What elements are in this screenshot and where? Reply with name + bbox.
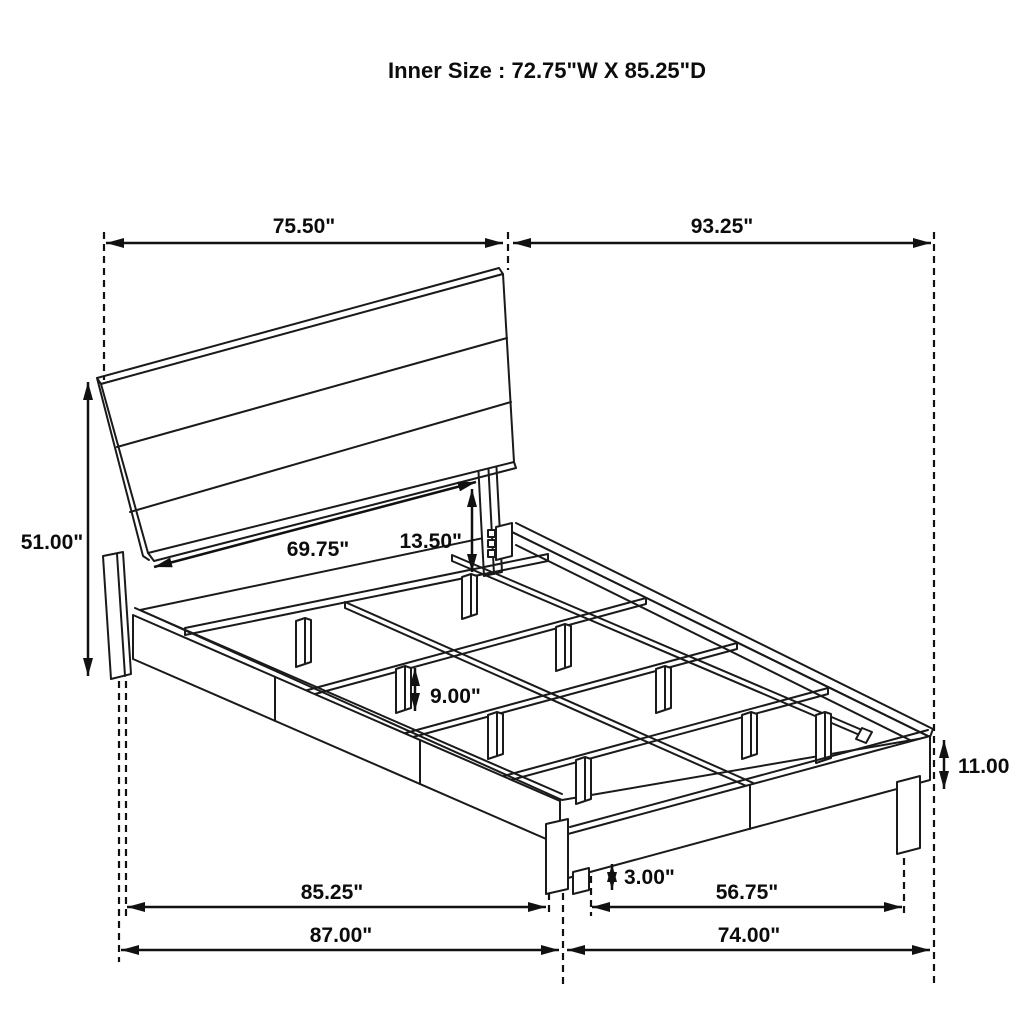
foot-right-leg [897,776,920,854]
dimension-foot-clearance [612,864,675,890]
support-leg [462,574,477,619]
support-leg [656,666,671,713]
dim-label-overall-width: 74.00" [717,924,781,947]
dim-label-foot-clearance: 3.00" [624,866,675,889]
dimension-headboard-height [21,382,88,676]
dimension-overall-length [121,924,559,950]
diagram-title: Inner Size : 72.75"W X 85.25"D [388,58,706,83]
slat-deck-surface [140,532,930,800]
foot-glide-block [573,868,589,894]
dim-label-frame-height: 11.00 [958,755,1010,778]
bracket-hook [488,550,495,557]
bracket-hook [488,530,495,537]
support-leg [816,712,831,763]
support-leg [488,712,503,759]
dimension-frame-side-height [944,740,1009,789]
support-leg [556,624,571,671]
support-leg [576,757,591,804]
support-leg [742,712,757,759]
dim-label-leg-height: 9.00" [430,685,481,708]
dim-label-slat-gap: 13.50" [399,530,462,553]
dim-label-headboard-width: 75.50" [272,215,336,238]
dimension-overall-depth-diagonal [513,215,931,243]
support-leg [296,618,311,667]
dim-label-overall-depth: 93.25" [690,215,754,238]
headboard-panel [101,274,514,553]
bracket-hook [488,540,495,547]
dimension-headboard-width [106,215,503,243]
support-leg [396,666,411,713]
headboard-left-leg [103,552,131,679]
dim-label-overall-length: 87.00" [309,924,373,947]
dim-label-footboard-inner: 56.75" [715,881,779,904]
foot-left-corner-post [546,819,568,894]
dim-label-panel-width: 69.75" [286,538,350,561]
dimension-overall-width [567,924,930,950]
rail-mounting-bracket [496,523,512,560]
dim-label-deck-length: 85.25" [300,881,364,904]
dim-label-headboard-height: 51.00" [20,531,84,554]
dimension-slat-deck-length [127,881,546,907]
